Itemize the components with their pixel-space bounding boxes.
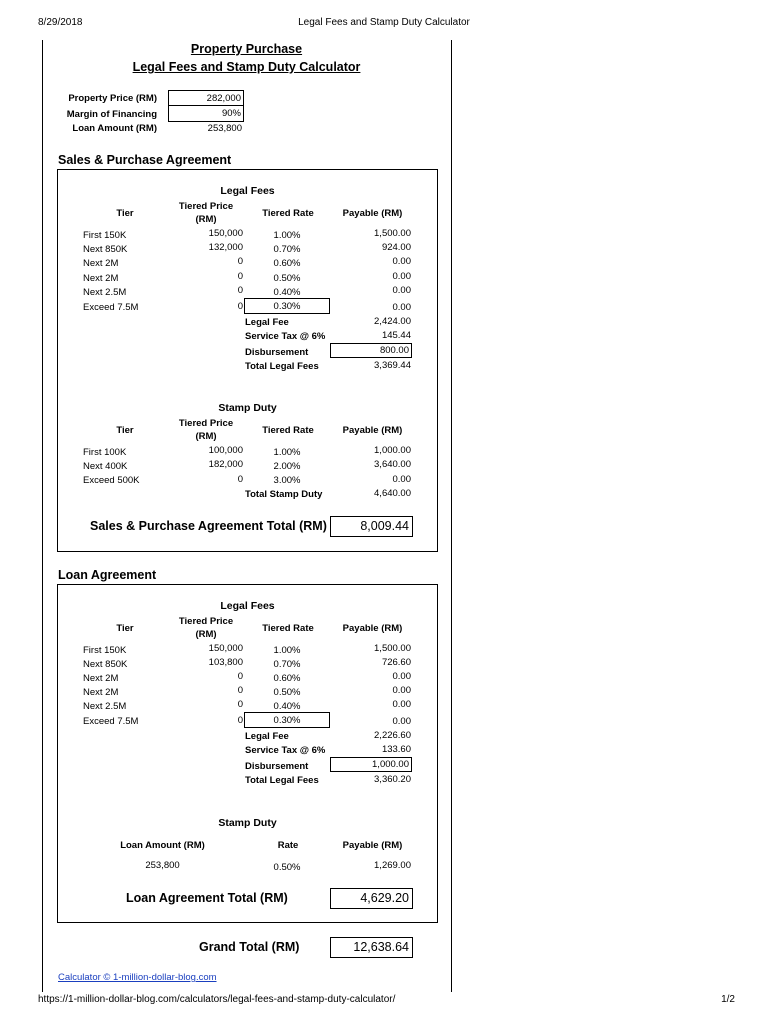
tier-cell: First 100K xyxy=(83,447,127,458)
loan-sd-col-payable: Payable (RM) xyxy=(342,840,403,851)
spa-lf-col-rate: Tiered Rate xyxy=(262,208,314,219)
payable-cell: 1,500.00 xyxy=(374,228,411,239)
payable-cell: 0.00 xyxy=(392,716,411,727)
print-page-number: 1/2 xyxy=(721,994,735,1005)
spa-total-legal-fees-value: 3,369.44 xyxy=(374,360,411,371)
margin-label: Margin of Financing xyxy=(66,109,157,120)
rate-cell: 0.60% xyxy=(273,673,301,684)
spa-legal-fees-title: Legal Fees xyxy=(220,185,275,197)
rate-cell: 0.60% xyxy=(273,258,301,269)
loan-legal-fees-title: Legal Fees xyxy=(220,600,275,612)
tier-cell: Next 400K xyxy=(83,461,128,472)
rate-cell: 3.00% xyxy=(273,475,301,486)
property-price-input[interactable] xyxy=(168,90,244,106)
price-cell: 0 xyxy=(237,301,243,312)
price-cell: 100,000 xyxy=(208,445,243,456)
spa-total-legal-fees-label: Total Legal Fees xyxy=(245,361,319,372)
grand-total-label: Grand Total (RM) xyxy=(199,940,300,954)
tier-cell: Next 2M xyxy=(83,258,119,269)
loan-sd-col-loan: Loan Amount (RM) xyxy=(120,840,205,851)
price-cell: 0 xyxy=(237,256,243,267)
spa-lf-col-tier: Tier xyxy=(116,208,134,219)
page-border-right xyxy=(451,40,452,992)
loan-total-legal-fees-label: Total Legal Fees xyxy=(245,775,319,786)
loan-service-tax-value: 133.60 xyxy=(381,744,411,755)
price-cell: 103,800 xyxy=(208,657,243,668)
price-cell: 0 xyxy=(237,715,243,726)
loan-lf-col-rate: Tiered Rate xyxy=(262,623,314,634)
spa-legal-fee-label: Legal Fee xyxy=(245,317,289,328)
payable-cell: 1,500.00 xyxy=(374,643,411,654)
print-page-title: Legal Fees and Stamp Duty Calculator xyxy=(298,17,470,28)
rate-cell: 0.50% xyxy=(273,862,301,873)
spa-sd-col-tier: Tier xyxy=(116,425,134,436)
payable-cell: 924.00 xyxy=(381,242,411,253)
price-cell: 150,000 xyxy=(208,228,243,239)
loan-total-label: Loan Agreement Total (RM) xyxy=(126,891,288,905)
spa-disbursement-input[interactable]: 800.00 xyxy=(330,343,412,358)
spa-sd-col-payable: Payable (RM) xyxy=(342,425,403,436)
title-line-1: Property Purchase xyxy=(190,42,303,56)
spa-total-label: Sales & Purchase Agreement Total (RM) xyxy=(90,519,327,533)
price-cell: 150,000 xyxy=(208,643,243,654)
tier-cell: Next 2.5M xyxy=(83,287,127,298)
rate-input[interactable]: 0.30% xyxy=(244,298,330,314)
loan-section-title: Loan Agreement xyxy=(58,568,157,582)
loan-amount-label: Loan Amount (RM) xyxy=(72,123,157,134)
loan-lf-col-tier: Tier xyxy=(116,623,134,634)
loan-lf-col-payable: Payable (RM) xyxy=(342,623,403,634)
rate-cell: 0.40% xyxy=(273,701,301,712)
rate-input[interactable]: 0.30% xyxy=(244,712,330,728)
payable-cell: 0.00 xyxy=(392,285,411,296)
margin-value: 90% xyxy=(221,108,241,119)
print-url: https://1-million-dollar-blog.com/calculators/legal-fees-and-stamp-duty-calculator/ xyxy=(38,994,396,1005)
property-price-value: 282,000 xyxy=(206,93,241,104)
payable-cell: 0.00 xyxy=(392,271,411,282)
tier-cell: Next 850K xyxy=(83,244,128,255)
rate-cell: 2.00% xyxy=(273,461,301,472)
payable-cell: 0.00 xyxy=(392,699,411,710)
rate-cell: 0.70% xyxy=(273,659,301,670)
tier-cell: First 150K xyxy=(83,230,127,241)
tier-cell: Exceed 500K xyxy=(83,475,140,486)
spa-sd-col-price: Tiered Price (RM) xyxy=(178,418,234,442)
price-cell: 0 xyxy=(237,699,243,710)
loan-legal-fee-value: 2,226.60 xyxy=(374,730,411,741)
tier-cell: Next 2.5M xyxy=(83,701,127,712)
spa-lf-col-price: Tiered Price (RM) xyxy=(178,201,234,225)
rate-cell: 0.70% xyxy=(273,244,301,255)
loan-lf-col-price: Tiered Price (RM) xyxy=(178,616,234,640)
rate-cell: 1.00% xyxy=(273,230,301,241)
price-cell: 182,000 xyxy=(208,459,243,470)
payable-cell: 0.00 xyxy=(392,671,411,682)
loan-service-tax-label: Service Tax @ 6% xyxy=(245,745,326,756)
price-cell: 132,000 xyxy=(208,242,243,253)
rate-cell: 0.50% xyxy=(273,687,301,698)
payable-cell: 726.60 xyxy=(381,657,411,668)
payable-cell: 3,640.00 xyxy=(374,459,411,470)
payable-cell: 0.00 xyxy=(392,474,411,485)
spa-stamp-duty-title: Stamp Duty xyxy=(218,402,277,414)
price-cell: 0 xyxy=(237,671,243,682)
page-border-left xyxy=(42,40,43,992)
property-price-label: Property Price (RM) xyxy=(68,93,157,104)
print-date: 8/29/2018 xyxy=(38,17,83,28)
loan-amount-value: 253,800 xyxy=(207,123,242,134)
payable-cell: 0.00 xyxy=(392,685,411,696)
spa-legal-fee-value: 2,424.00 xyxy=(374,316,411,327)
spa-total-stamp-duty-value: 4,640.00 xyxy=(374,488,411,499)
loan-total-value: 4,629.20 xyxy=(330,888,413,909)
payable-cell: 1,000.00 xyxy=(374,445,411,456)
credit-link[interactable]: Calculator © 1-million-dollar-blog.com xyxy=(58,972,217,983)
price-cell: 0 xyxy=(237,271,243,282)
rate-cell: 1.00% xyxy=(273,645,301,656)
margin-input[interactable] xyxy=(168,106,244,122)
price-cell: 0 xyxy=(237,285,243,296)
spa-total-stamp-duty-label: Total Stamp Duty xyxy=(245,489,323,500)
loan-legal-fee-label: Legal Fee xyxy=(245,731,289,742)
spa-section-title: Sales & Purchase Agreement xyxy=(58,153,232,167)
rate-cell: 0.40% xyxy=(273,287,301,298)
title-line-2: Legal Fees and Stamp Duty Calculator xyxy=(132,60,361,74)
payable-cell: 0.00 xyxy=(392,256,411,267)
tier-cell: Next 850K xyxy=(83,659,128,670)
price-cell: 0 xyxy=(237,474,243,485)
rate-cell: 0.50% xyxy=(273,273,301,284)
spa-service-tax-value: 145.44 xyxy=(381,330,411,341)
spa-sd-col-rate: Tiered Rate xyxy=(262,425,314,436)
loan-disbursement-label: Disbursement xyxy=(245,761,309,772)
loan-amount-cell: 253,800 xyxy=(145,860,180,871)
price-cell: 0 xyxy=(237,685,243,696)
loan-disbursement-input[interactable]: 1,000.00 xyxy=(330,757,412,772)
loan-sd-col-rate: Rate xyxy=(277,840,299,851)
tier-cell: Next 2M xyxy=(83,273,119,284)
loan-stamp-duty-title: Stamp Duty xyxy=(218,817,277,829)
tier-cell: Next 2M xyxy=(83,687,119,698)
spa-disbursement-label: Disbursement xyxy=(245,347,309,358)
grand-total-value: 12,638.64 xyxy=(330,937,413,958)
tier-cell: Exceed 7.5M xyxy=(83,302,139,313)
spa-total-value: 8,009.44 xyxy=(330,516,413,537)
tier-cell: First 150K xyxy=(83,645,127,656)
spa-service-tax-label: Service Tax @ 6% xyxy=(245,331,326,342)
payable-cell: 1,269.00 xyxy=(374,860,411,871)
loan-total-legal-fees-value: 3,360.20 xyxy=(374,774,411,785)
rate-cell: 1.00% xyxy=(273,447,301,458)
spa-lf-col-payable: Payable (RM) xyxy=(342,208,403,219)
tier-cell: Next 2M xyxy=(83,673,119,684)
tier-cell: Exceed 7.5M xyxy=(83,716,139,727)
payable-cell: 0.00 xyxy=(392,302,411,313)
